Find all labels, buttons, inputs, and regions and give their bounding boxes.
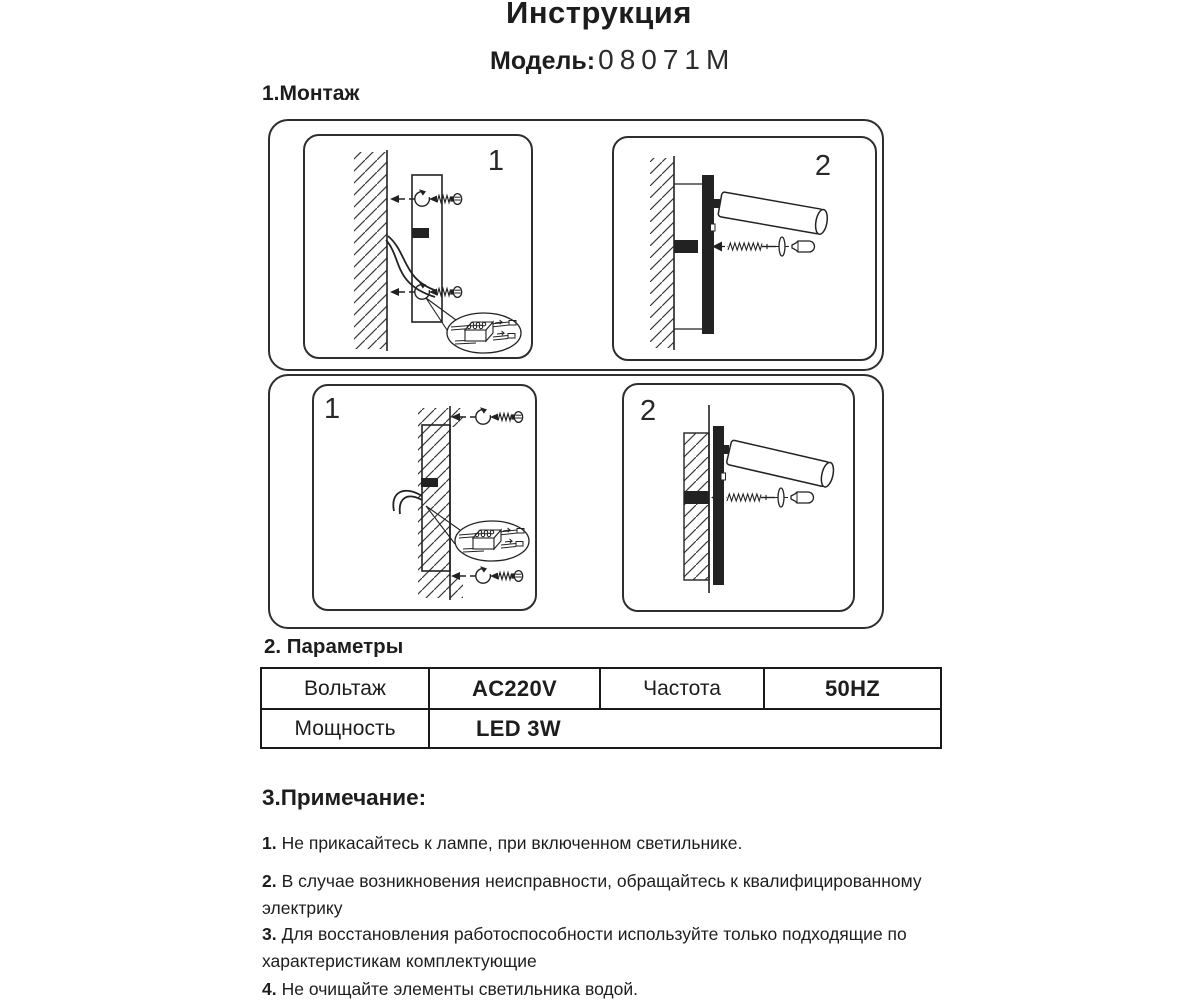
section-heading-params: 2. Параметры xyxy=(264,635,404,658)
fixture-bar xyxy=(713,426,724,585)
model-label: Модель: xyxy=(490,47,596,75)
step-number: 1 xyxy=(324,393,341,425)
model-number: 08071M xyxy=(598,44,736,75)
montage-panel-top-step1 xyxy=(303,134,533,359)
montage-panel-top-step2 xyxy=(612,136,877,361)
terminal-block-inset xyxy=(447,313,521,353)
wall-hatching xyxy=(650,158,674,348)
lamp-cylinder xyxy=(718,192,829,235)
anchor-screw xyxy=(712,237,815,256)
step-number: 2 xyxy=(640,395,657,427)
diagram-lamp-mounting xyxy=(614,138,875,359)
table-row xyxy=(262,710,940,747)
note-item xyxy=(262,868,930,922)
montage-panel-bottom-step1 xyxy=(312,384,537,611)
frequency-value-cell: 50HZ xyxy=(825,675,880,701)
note-number: 1. xyxy=(262,833,277,853)
note-text: Не очищайте элементы светильника водой. xyxy=(281,979,639,999)
frequency-label-cell: Частота xyxy=(601,669,765,708)
bar-hole xyxy=(711,224,716,231)
section-heading-montage: 1.Монтаж xyxy=(262,82,360,105)
page-title: Инструкция xyxy=(506,0,692,30)
anchor-block xyxy=(684,491,709,504)
note-number: 4. xyxy=(262,979,277,999)
anchor-block xyxy=(674,240,698,253)
anchor-screw xyxy=(711,488,814,507)
step-number: 1 xyxy=(487,145,504,177)
params-table xyxy=(260,667,942,749)
wall-hatching xyxy=(354,152,387,349)
table-row xyxy=(262,669,940,710)
note-item xyxy=(262,830,930,857)
voltage-label-cell: Вольтаж xyxy=(262,669,430,708)
voltage-value-cell: AC220V xyxy=(430,669,601,708)
note-item xyxy=(262,976,930,1000)
power-value-cell: LED 3W xyxy=(476,715,561,741)
note-number: 2. xyxy=(262,871,277,891)
wall-hatching xyxy=(684,433,709,580)
diagram-backplate-wiring-mirror xyxy=(314,386,535,609)
model-line xyxy=(490,44,735,76)
montage-panel-bottom-step2 xyxy=(622,383,855,612)
diagram-lamp-mounting-mirror xyxy=(624,385,853,610)
note-text: Для восстановления работоспособности используйте только подходящие по характеристикам комплектующие xyxy=(262,924,907,971)
terminal-block-inset xyxy=(455,521,529,561)
bar-hole xyxy=(721,473,726,480)
lamp-cylinder xyxy=(726,440,835,488)
power-label-cell: Мощность xyxy=(262,710,430,747)
section-heading-notes: 3.Примечание: xyxy=(262,785,427,810)
note-text: В случае возникновения неисправности, обращайтесь к квалифицированному электрику xyxy=(262,871,922,918)
plate-slot xyxy=(412,228,429,238)
note-text: Не прикасайтесь к лампе, при включенном светильнике. xyxy=(281,833,743,853)
fixture-bar xyxy=(702,175,714,334)
plate-slot xyxy=(421,478,438,487)
wall-hatching xyxy=(450,577,463,598)
note-number: 3. xyxy=(262,924,277,944)
step-number: 2 xyxy=(814,150,831,182)
note-item xyxy=(262,921,930,975)
power-wire xyxy=(393,491,422,511)
